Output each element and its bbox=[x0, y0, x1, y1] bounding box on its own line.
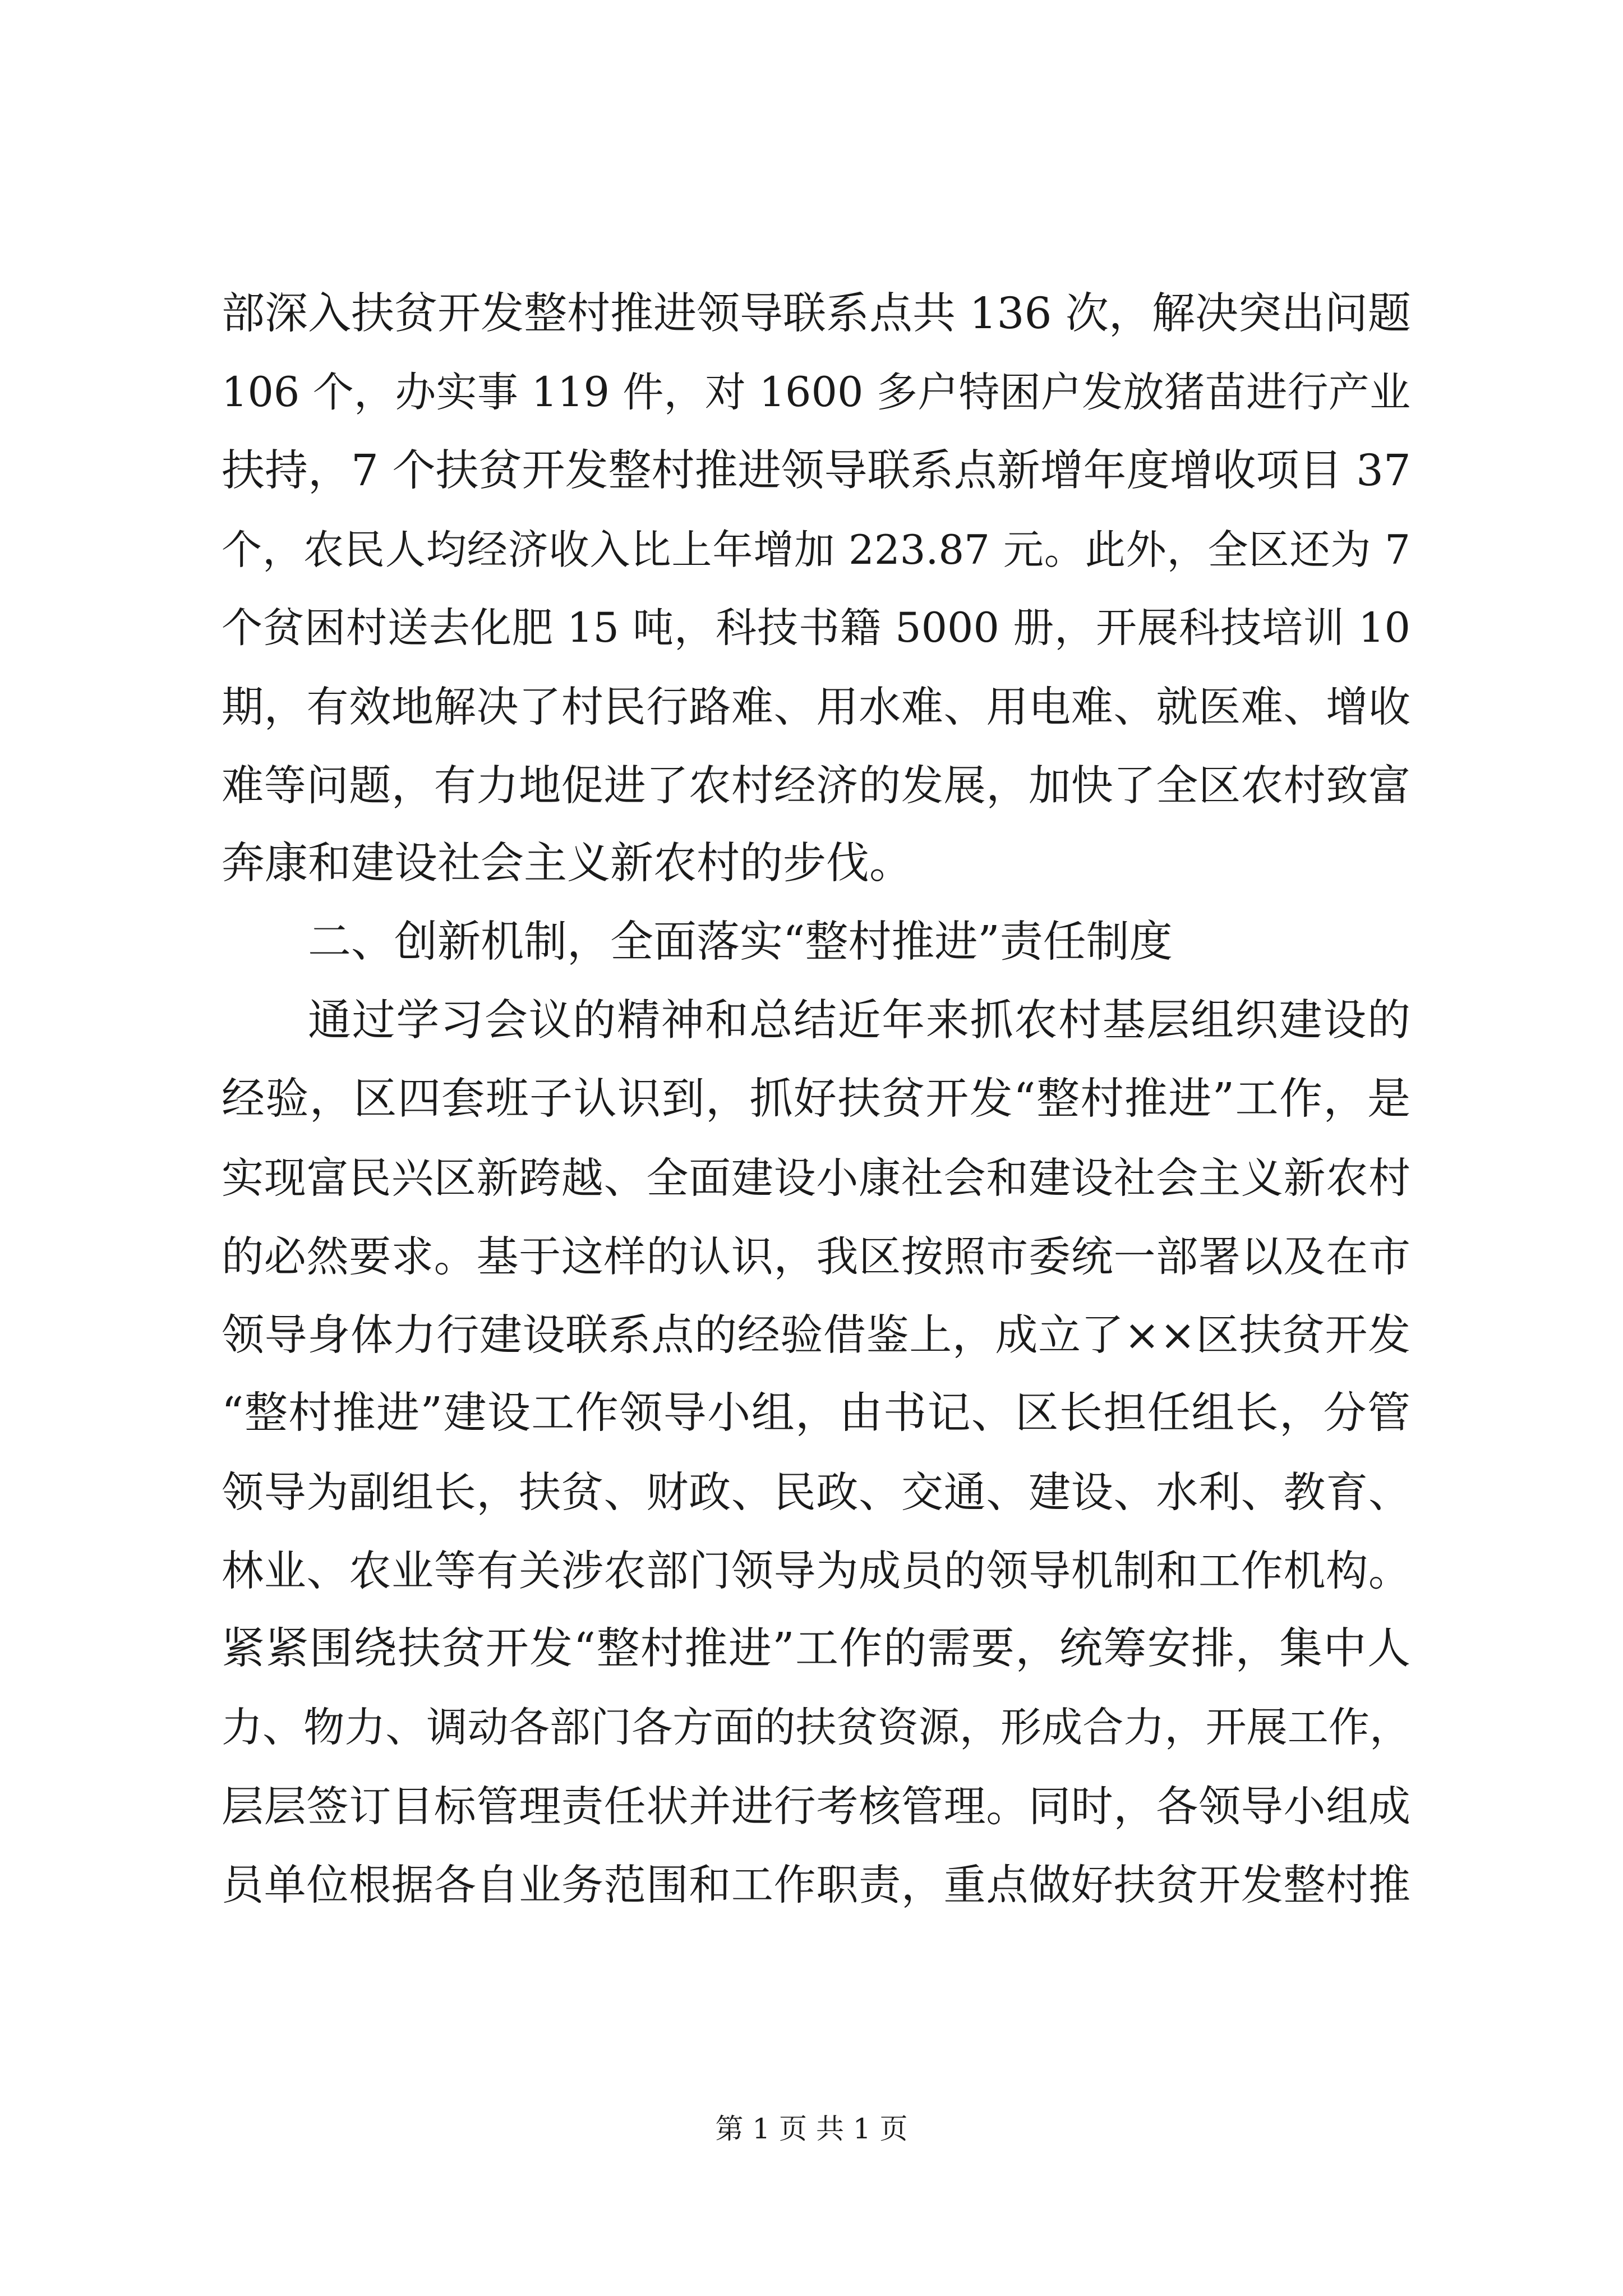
paragraph-2-line-5: 领导身体力行建设联系点的经验借鉴上，成立了××区扶贫开发 bbox=[222, 1310, 1410, 1360]
paragraph-1-line-5: 个贫困村送去化肥 15 吨，科技书籍 5000 册，开展科技培训 10 bbox=[222, 604, 1410, 652]
paragraph-2-line-4: 的必然要求。基于这样的认识，我区按照市委统一部署以及在市 bbox=[222, 1232, 1410, 1281]
paragraph-1-line-2: 106 个，办实事 119 件，对 1600 多户特困户发放猪苗进行产业 bbox=[222, 369, 1410, 416]
paragraph-2-line-3: 实现富民兴区新跨越、全面建设小康社会和建设社会主义新农村 bbox=[222, 1153, 1410, 1203]
paragraph-2-line-10: 力、物力、调动各部门各方面的扶贫资源，形成合力，开展工作， bbox=[222, 1704, 1410, 1751]
section-heading-2: 二、创新机制，全面落实“整村推进”责任制度 bbox=[308, 917, 1173, 967]
page-footer: 第 1 页 共 1 页 bbox=[715, 2113, 908, 2145]
paragraph-2-line-8: 林业、农业等有关涉农部门领导为成员的领导机制和工作机构。 bbox=[222, 1546, 1410, 1595]
paragraph-2-line-1: 通过学习会议的精神和总结近年来抓农村基层组织建设的 bbox=[308, 996, 1410, 1046]
paragraph-2-line-6: “整村推进”建设工作领导小组，由书记、区长担任组长，分管 bbox=[222, 1388, 1410, 1438]
paragraph-2-line-2: 经验，区四套班子认识到，抓好扶贫开发“整村推进”工作，是 bbox=[222, 1074, 1410, 1124]
paragraph-1-line-7: 难等问题，有力地促进了农村经济的发展，加快了全区农村致富 bbox=[222, 761, 1410, 810]
paragraph-1-line-3: 扶持，7 个扶贫开发整村推进领导联系点新增年度增收项目 37 bbox=[222, 446, 1411, 496]
paragraph-1-line-8: 奔康和建设社会主义新农村的步伐。 bbox=[222, 839, 912, 889]
paragraph-1-line-4: 个，农民人均经济收入比上年增加 223.87 元。此外，全区还为 7 bbox=[222, 526, 1410, 573]
paragraph-2-line-12: 员单位根据各自业务范围和工作职责，重点做好扶贫开发整村推 bbox=[222, 1860, 1410, 1910]
paragraph-2-line-11: 层层签订目标管理责任状并进行考核管理。同时，各领导小组成 bbox=[222, 1782, 1410, 1831]
paragraph-2-line-9: 紧紧围绕扶贫开发“整村推进”工作的需要，统筹安排，集中人 bbox=[222, 1624, 1410, 1674]
paragraph-2-line-7: 领导为副组长，扶贫、财政、民政、交通、建设、水利、教育、 bbox=[222, 1467, 1410, 1517]
paragraph-1-line-6: 期，有效地解决了村民行路难、用水难、用电难、就医难、增收 bbox=[222, 682, 1410, 731]
paragraph-1-line-1: 部深入扶贫开发整村推进领导联系点共 136 次，解决突出问题 bbox=[222, 289, 1411, 339]
